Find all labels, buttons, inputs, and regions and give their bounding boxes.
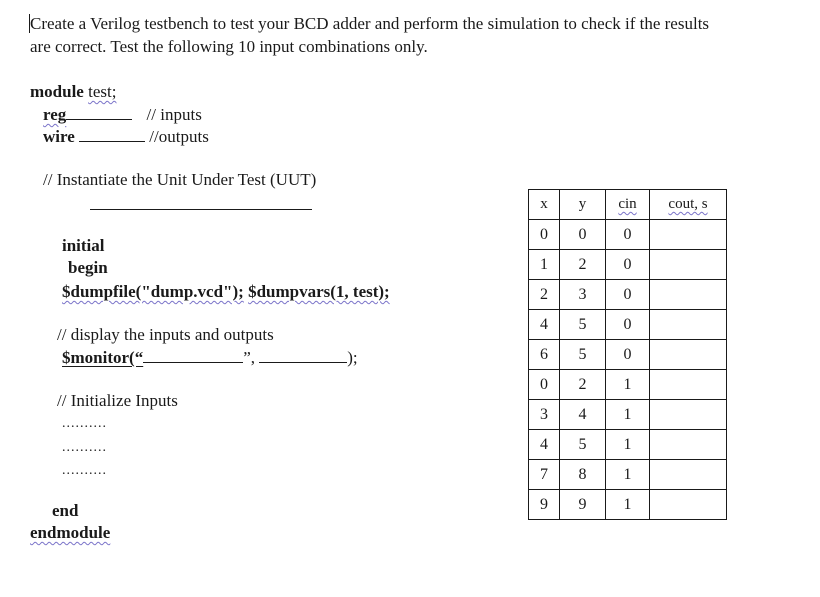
- display-comment: // display the inputs and outputs: [57, 325, 274, 344]
- table-row: [529, 370, 727, 400]
- cell-x: 2: [529, 280, 560, 310]
- module-name: test;: [88, 82, 117, 101]
- table-row: [529, 220, 727, 250]
- cell-cin: 1: [606, 430, 650, 460]
- cell-x: 6: [529, 340, 560, 370]
- monitor-call: $monitor(“: [62, 348, 144, 367]
- monitor-quote-close: ”,: [243, 348, 256, 367]
- cell-x: 7: [529, 460, 560, 490]
- cell-y: 3: [560, 280, 606, 310]
- cell-cout-s[interactable]: [650, 460, 727, 490]
- endmodule-keyword: endmodule: [30, 523, 111, 542]
- cell-y: 2: [560, 250, 606, 280]
- monitor-line: [62, 347, 358, 368]
- reg-keyword: reg: [43, 105, 67, 124]
- placeholder-dots-3: ..........: [62, 463, 107, 478]
- cell-cin: 1: [606, 460, 650, 490]
- cell-y: 4: [560, 400, 606, 430]
- table-row: [529, 310, 727, 340]
- outputs-comment: //outputs: [149, 127, 209, 146]
- cell-cin: 0: [606, 220, 650, 250]
- wire-keyword: wire: [43, 127, 75, 146]
- cell-cin: 1: [606, 490, 650, 520]
- dumpfile-call: $dumpfile("dump.vcd");: [62, 282, 244, 301]
- cell-x: 0: [529, 370, 560, 400]
- end-keyword: end: [52, 501, 79, 520]
- cell-cin: 1: [606, 370, 650, 400]
- header-cout-s: cout, s: [650, 190, 727, 220]
- table-row: [529, 430, 727, 460]
- cell-x: 4: [529, 310, 560, 340]
- monitor-format-blank[interactable]: [143, 347, 243, 363]
- cell-x: 9: [529, 490, 560, 520]
- cell-x: 3: [529, 400, 560, 430]
- module-declaration: [30, 82, 116, 102]
- table-row: [529, 460, 727, 490]
- cell-cout-s[interactable]: [650, 490, 727, 520]
- monitor-end: );: [347, 348, 358, 367]
- dumpvars-call: $dumpvars(1, test);: [248, 282, 390, 301]
- initialize-comment: // Initialize Inputs: [57, 391, 178, 410]
- cell-y: 9: [560, 490, 606, 520]
- instruction-line-2: are correct. Test the following 10 input combinations only.: [30, 37, 428, 56]
- table-header-row: [529, 190, 727, 220]
- cell-cout-s[interactable]: [650, 340, 727, 370]
- wire-line: [43, 126, 209, 147]
- initial-keyword: initial: [62, 236, 105, 255]
- cell-cout-s[interactable]: [650, 280, 727, 310]
- cell-y: 8: [560, 460, 606, 490]
- header-y: y: [560, 190, 606, 220]
- cell-cin: 0: [606, 280, 650, 310]
- cell-cin: 0: [606, 250, 650, 280]
- instruction-line-1: Create a Verilog testbench to test your BCD adder and perform the simulation to check if the results: [30, 14, 710, 33]
- cell-cout-s[interactable]: [650, 220, 727, 250]
- cell-y: 0: [560, 220, 606, 250]
- truth-table: [528, 189, 727, 520]
- cell-x: 4: [529, 430, 560, 460]
- header-x: x: [529, 190, 560, 220]
- cell-y: 5: [560, 340, 606, 370]
- cell-cin: 1: [606, 400, 650, 430]
- header-cin: cin: [606, 190, 650, 220]
- begin-keyword: begin: [68, 258, 108, 277]
- cell-y: 5: [560, 310, 606, 340]
- cell-cout-s[interactable]: [650, 370, 727, 400]
- cell-cout-s[interactable]: [650, 430, 727, 460]
- cell-x: 1: [529, 250, 560, 280]
- cell-x: 0: [529, 220, 560, 250]
- reg-blank[interactable]: [66, 104, 132, 120]
- module-keyword: module: [30, 82, 84, 101]
- wire-blank[interactable]: [79, 126, 145, 142]
- placeholder-dots-2: ..........: [62, 440, 107, 455]
- monitor-args-blank[interactable]: [259, 347, 347, 363]
- uut-instantiation-blank[interactable]: [90, 194, 312, 210]
- dump-line: [62, 282, 390, 302]
- inputs-comment: // inputs: [146, 105, 202, 124]
- cell-cout-s[interactable]: [650, 250, 727, 280]
- table-row: [529, 490, 727, 520]
- cell-cin: 0: [606, 340, 650, 370]
- table-row: [529, 400, 727, 430]
- table-row: [529, 340, 727, 370]
- table-row: [529, 250, 727, 280]
- instantiate-comment: // Instantiate the Unit Under Test (UUT): [43, 170, 317, 189]
- table-row: [529, 280, 727, 310]
- cell-y: 5: [560, 430, 606, 460]
- placeholder-dots-1: ..........: [62, 416, 107, 431]
- cell-cout-s[interactable]: [650, 400, 727, 430]
- cell-cout-s[interactable]: [650, 310, 727, 340]
- cell-cin: 0: [606, 310, 650, 340]
- cell-y: 2: [560, 370, 606, 400]
- reg-line: [43, 104, 202, 125]
